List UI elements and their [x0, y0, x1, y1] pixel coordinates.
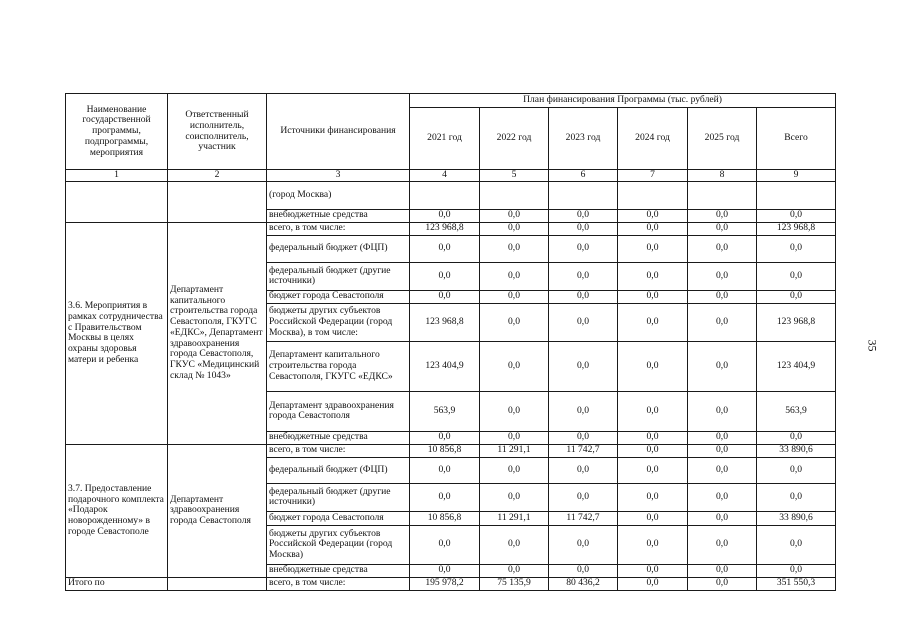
- source-cell: федеральный бюджет (другие источники): [267, 262, 410, 290]
- value-cell: 351 550,3: [757, 577, 836, 590]
- header-name: Наименование государственной программы, подпрограммы, мероприятия: [66, 94, 168, 170]
- source-cell: бюджеты других субъектов Российской Федерации (город Москва), в том числе:: [267, 303, 410, 341]
- column-number: 4: [410, 170, 480, 182]
- value-cell: 10 856,8: [410, 511, 480, 525]
- value-cell: 0,0: [410, 290, 480, 303]
- value-cell: 33 890,6: [757, 511, 836, 525]
- source-cell: бюджет города Севастополя: [267, 290, 410, 303]
- value-cell: 0,0: [757, 431, 836, 444]
- value-cell: 0,0: [549, 525, 618, 564]
- header-plan-title: План финансирования Программы (тыс. рублей): [410, 94, 836, 108]
- value-cell: 33 890,6: [757, 444, 836, 457]
- header-year: 2024 год: [618, 108, 688, 170]
- page-number: 35: [865, 339, 880, 352]
- value-cell: 0,0: [757, 564, 836, 577]
- value-cell: 0,0: [549, 209, 618, 222]
- value-cell: 0,0: [410, 457, 480, 483]
- column-number: 6: [549, 170, 618, 182]
- value-cell: 0,0: [480, 431, 549, 444]
- header-row: [66, 94, 836, 108]
- value-cell: 0,0: [688, 511, 757, 525]
- value-cell: 0,0: [688, 431, 757, 444]
- value-cell: 0,0: [688, 341, 757, 391]
- value-cell: 123 968,8: [410, 303, 480, 341]
- value-cell: 0,0: [618, 525, 688, 564]
- value-cell: 0,0: [549, 431, 618, 444]
- value-cell: 0,0: [757, 525, 836, 564]
- carry-source: (город Москва): [267, 181, 410, 209]
- carry-extra-source: внебюджетные средства: [267, 209, 410, 222]
- value-cell: 195 978,2: [410, 577, 480, 590]
- value-cell: 563,9: [410, 391, 480, 431]
- source-cell: бюджеты других субъектов Российской Федерации (город Москва): [267, 525, 410, 564]
- value-cell: 0,0: [618, 290, 688, 303]
- value-cell: 0,0: [618, 431, 688, 444]
- source-cell: федеральный бюджет (ФЦП): [267, 235, 410, 262]
- value-cell: 0,0: [549, 303, 618, 341]
- value-cell: 0,0: [688, 235, 757, 262]
- value-cell: 0,0: [757, 209, 836, 222]
- column-number-row: [66, 170, 836, 182]
- value-cell: 0,0: [480, 235, 549, 262]
- value-cell: 0,0: [688, 303, 757, 341]
- value-cell: 0,0: [480, 303, 549, 341]
- value-cell: 80 436,2: [549, 577, 618, 590]
- value-cell: 0,0: [688, 262, 757, 290]
- empty-cell: [480, 181, 549, 209]
- value-cell: 0,0: [757, 483, 836, 511]
- value-cell: 0,0: [618, 262, 688, 290]
- value-cell: 0,0: [480, 391, 549, 431]
- value-cell: 0,0: [757, 290, 836, 303]
- source-cell: Департамент здравоохранения города Севастополя: [267, 391, 410, 431]
- value-cell: 0,0: [618, 209, 688, 222]
- value-cell: 0,0: [410, 209, 480, 222]
- s37-responsible: Департамент здравоохранения города Севастополя: [168, 444, 267, 577]
- value-cell: 0,0: [480, 209, 549, 222]
- value-cell: 0,0: [549, 564, 618, 577]
- value-cell: 0,0: [549, 341, 618, 391]
- carry-row: [66, 181, 836, 209]
- value-cell: 0,0: [549, 222, 618, 235]
- column-number: 9: [757, 170, 836, 182]
- s37-activity-name: 3.7. Предоставление подарочного комплекта «Подарок новорожденному» в городе Севастополе: [66, 444, 168, 577]
- header-year: 2022 год: [480, 108, 549, 170]
- value-cell: 0,0: [618, 564, 688, 577]
- header-responsible: Ответственный исполнитель, соисполнитель, участник: [168, 94, 267, 170]
- value-cell: 0,0: [480, 341, 549, 391]
- value-cell: 0,0: [480, 222, 549, 235]
- value-cell: 0,0: [688, 209, 757, 222]
- value-cell: 0,0: [688, 577, 757, 590]
- value-cell: 10 856,8: [410, 444, 480, 457]
- value-cell: 0,0: [480, 457, 549, 483]
- value-cell: 0,0: [410, 431, 480, 444]
- empty-cell: [549, 181, 618, 209]
- value-cell: 123 404,9: [410, 341, 480, 391]
- value-cell: 0,0: [549, 483, 618, 511]
- source-cell: федеральный бюджет (ФЦП): [267, 457, 410, 483]
- source-cell: внебюджетные средства: [267, 431, 410, 444]
- value-cell: 0,0: [688, 525, 757, 564]
- value-cell: 0,0: [410, 262, 480, 290]
- value-cell: 0,0: [618, 222, 688, 235]
- value-cell: 0,0: [618, 341, 688, 391]
- value-cell: 0,0: [618, 235, 688, 262]
- value-cell: 0,0: [757, 235, 836, 262]
- value-cell: 0,0: [549, 235, 618, 262]
- s36-row: [66, 222, 836, 235]
- header-year: 2021 год: [410, 108, 480, 170]
- value-cell: 0,0: [410, 564, 480, 577]
- financing-table: [65, 93, 836, 591]
- value-cell: 0,0: [549, 290, 618, 303]
- empty-cell: [410, 181, 480, 209]
- value-cell: 11 742,7: [549, 511, 618, 525]
- value-cell: 0,0: [618, 391, 688, 431]
- column-number: 8: [688, 170, 757, 182]
- value-cell: 0,0: [480, 525, 549, 564]
- value-cell: 0,0: [480, 564, 549, 577]
- value-cell: 11 742,7: [549, 444, 618, 457]
- header-total: Всего: [757, 108, 836, 170]
- total-source: всего, в том числе:: [267, 577, 410, 590]
- value-cell: 123 968,8: [757, 303, 836, 341]
- value-cell: 0,0: [688, 444, 757, 457]
- column-number: 7: [618, 170, 688, 182]
- value-cell: 0,0: [410, 525, 480, 564]
- value-cell: 0,0: [688, 222, 757, 235]
- carry-name-cell: [66, 181, 168, 222]
- s37-row: [66, 444, 836, 457]
- empty-cell: [688, 181, 757, 209]
- value-cell: 0,0: [410, 483, 480, 511]
- column-number: 1: [66, 170, 168, 182]
- carry-resp-cell: [168, 181, 267, 222]
- value-cell: 0,0: [480, 290, 549, 303]
- value-cell: 0,0: [757, 262, 836, 290]
- value-cell: 0,0: [688, 457, 757, 483]
- header-year: 2025 год: [688, 108, 757, 170]
- value-cell: 75 135,9: [480, 577, 549, 590]
- column-number: 2: [168, 170, 267, 182]
- empty-cell: [168, 577, 267, 590]
- value-cell: 11 291,1: [480, 444, 549, 457]
- source-cell: бюджет города Севастополя: [267, 511, 410, 525]
- header-year: 2023 год: [549, 108, 618, 170]
- value-cell: 0,0: [618, 483, 688, 511]
- value-cell: 0,0: [688, 391, 757, 431]
- value-cell: 0,0: [618, 511, 688, 525]
- value-cell: 0,0: [549, 457, 618, 483]
- value-cell: 0,0: [757, 457, 836, 483]
- value-cell: 0,0: [688, 564, 757, 577]
- source-cell: всего, в том числе:: [267, 444, 410, 457]
- value-cell: 0,0: [618, 444, 688, 457]
- value-cell: 0,0: [410, 235, 480, 262]
- value-cell: 0,0: [688, 483, 757, 511]
- value-cell: 123 968,8: [410, 222, 480, 235]
- value-cell: 0,0: [688, 290, 757, 303]
- value-cell: 563,9: [757, 391, 836, 431]
- value-cell: 123 404,9: [757, 341, 836, 391]
- s36-activity-name: 3.6. Мероприятия в рамках сотрудничества с Правительством Москвы в целях охраны здоровья матери и ребенка: [66, 222, 168, 444]
- value-cell: 0,0: [549, 262, 618, 290]
- source-cell: Департамент капитального строительства города Севастополя, ГКУГС «ЕДКС»: [267, 341, 410, 391]
- value-cell: 0,0: [618, 303, 688, 341]
- value-cell: 123 968,8: [757, 222, 836, 235]
- value-cell: 0,0: [618, 577, 688, 590]
- value-cell: 0,0: [480, 483, 549, 511]
- value-cell: 11 291,1: [480, 511, 549, 525]
- source-cell: федеральный бюджет (другие источники): [267, 483, 410, 511]
- source-cell: внебюджетные средства: [267, 564, 410, 577]
- value-cell: 0,0: [618, 457, 688, 483]
- source-cell: всего, в том числе:: [267, 222, 410, 235]
- total-row: [66, 577, 836, 590]
- empty-cell: [757, 181, 836, 209]
- s36-responsible: Департамент капитального строительства города Севастополя, ГКУГС «ЕДКС», Департамент здравоохранения города Севастополя, ГКУС «Медицинский склад № 1043»: [168, 222, 267, 444]
- value-cell: 0,0: [480, 262, 549, 290]
- column-number: 5: [480, 170, 549, 182]
- column-number: 3: [267, 170, 410, 182]
- header-source: Источники финансирования: [267, 94, 410, 170]
- value-cell: 0,0: [549, 391, 618, 431]
- total-name: Итого по: [66, 577, 168, 590]
- empty-cell: [618, 181, 688, 209]
